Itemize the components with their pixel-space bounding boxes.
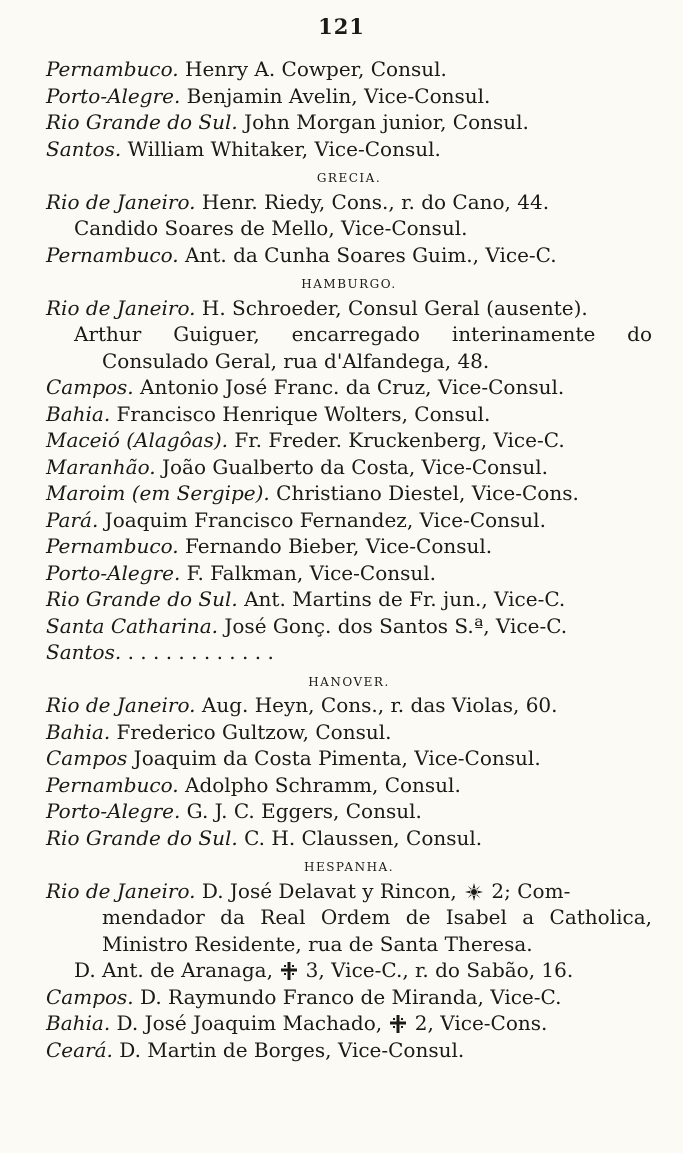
place-name: Rio Grande do Sul. [46,587,238,611]
entry-line [46,719,652,746]
entry-line [46,772,652,799]
entry-line [46,586,652,613]
entry-text: C. H. Claussen, Consul. [237,825,483,850]
entry-line [46,321,652,348]
place-name: Rio Grande do Sul. [46,825,238,850]
place-name: Santos. [46,136,122,161]
place-name: Santos. [46,640,122,664]
section-heading-hamburgo: HAMBURGO. [301,277,397,291]
place-name: Pernambuco. [46,57,179,81]
section-heading-grecia: GRECIA. [316,171,382,185]
entry-line [46,427,652,454]
entry-line [46,692,652,719]
entry-text: Aug. Heyn, Cons., r. das Violas, 60. [195,693,558,717]
place-name: Ceará. [46,1037,113,1062]
entry-line [46,745,652,772]
entry-line [46,56,652,83]
place-name: Porto-Alegre. [46,560,181,585]
entry-text: Ant. Martins de Fr. jun., Vice-C. [237,587,566,611]
place-name: Pernambuco. [46,772,179,797]
entry-text: . . . . . . . . . . . . [121,640,274,664]
entry-line [46,136,652,163]
place-name: Porto-Alegre. [46,799,181,823]
entry-text: mendador da Real Ordem de Isabel a Catholica, [102,905,652,929]
entry-line [46,639,652,666]
entry-text: Joaquim da Costa Pimenta, Vice-Consul. [127,746,541,770]
entry-text: H. Schroeder, Consul Geral (ausente). [195,295,588,320]
entry-line [46,348,652,375]
consul-list [46,56,652,1063]
order-cross-icon [281,962,297,980]
entry-line [46,109,652,136]
entry-text: Frederico Gultzow, Consul. [110,719,392,744]
entry-text: Candido Soares de Mello, Vice-Consul. [74,216,468,240]
section-heading-hespanha: HESPANHA. [303,860,395,874]
entry-text: Christiano Diestel, Vice-Cons. [269,481,579,505]
place-name: Maroim (em Sergipe). [46,481,270,505]
place-name: Bahia. [46,719,111,744]
entry-line [46,798,652,825]
entry-text: F. Falkman, Vice-Consul. [180,560,437,585]
place-name: Rio de Janeiro. [46,189,196,214]
entry-text: D. Ant. de Aranaga, [74,958,280,982]
entry-line [46,83,652,110]
entry-line [46,1037,652,1064]
entry-text: John Morgan junior, Consul. [237,110,529,134]
place-name: Campos. [46,375,134,399]
entry-text: D. Martin de Borges, Vice-Consul. [112,1037,465,1062]
entry-line [46,242,652,269]
entry-text: D. José Joaquim Machado, [110,1011,389,1035]
entry-line [46,295,652,322]
entry-text: 3, Vice-C., r. do Sabão, 16. [299,958,574,982]
entry-text: Ant. da Cunha Soares Guim., Vice-C. [178,242,557,267]
entry-line [46,613,652,640]
place-name: Rio Grande do Sul. [46,110,238,134]
place-name: Maceió (Alagôas). [46,428,228,452]
entry-text: 2, Vice-Cons. [408,1011,548,1035]
entry-text: João Gualberto da Costa, Vice-Consul. [155,454,548,479]
entry-text: Adolpho Schramm, Consul. [178,772,461,797]
place-name: Santa Catharina. [46,613,219,638]
entry-text: D. José Delavat y Rincon, [195,878,464,903]
entry-line [46,560,652,587]
entry-text: William Whitaker, Vice-Consul. [121,136,441,161]
entry-line [46,825,652,852]
entry-line [46,507,652,534]
entry-line [46,401,652,428]
entry-line [46,957,652,984]
place-name: Campos. [46,984,134,1009]
place-name: Pernambuco. [46,242,179,267]
entry-text: Fernando Bieber, Vice-Consul. [178,534,493,558]
place-name: Rio de Janeiro. [46,693,196,717]
place-name: Pará. [46,507,99,532]
entry-text: José Gonç. dos Santos S.ª, Vice-C. [218,613,568,638]
place-name: Bahia. [46,1011,111,1035]
order-cross-icon [390,1015,406,1033]
place-name: Porto-Alegre. [46,83,181,108]
entry-text: Benjamin Avelin, Vice-Consul. [180,83,491,108]
entry-line [46,1010,652,1037]
entry-text: Consulado Geral, rua d'Alfandega, 48. [102,348,490,373]
entry-line [46,454,652,481]
entry-text: 2; Com- [485,878,571,903]
entry-text: G. J. C. Eggers, Consul. [180,799,422,823]
entry-text: Antonio José Franc. da Cruz, Vice-Consul. [133,375,565,399]
entry-text: Ministro Residente, rua de Santa Theresa. [102,931,533,956]
place-name: Rio de Janeiro. [46,878,196,903]
entry-text: Joaquim Francisco Fernandez, Vice-Consul. [98,507,546,532]
entry-text: Henry A. Cowper, Consul. [178,57,447,81]
entry-line [46,374,652,401]
order-star-icon [465,883,483,901]
entry-line [46,984,652,1011]
entry-line [46,878,652,905]
place-name: Campos [46,746,128,770]
place-name: Rio de Janeiro. [46,295,196,320]
place-name: Maranhão. [46,454,156,479]
entry-line [46,189,652,216]
entry-text: Henr. Riedy, Cons., r. do Cano, 44. [195,189,550,214]
entry-line [46,480,652,507]
entry-text: D. Raymundo Franco de Miranda, Vice-C. [133,984,562,1009]
entry-text: Arthur Guiguer, encarregado interinamente do [74,322,652,346]
place-name: Pernambuco. [46,534,179,558]
place-name: Bahia. [46,401,111,426]
page-number: 121 [318,14,365,39]
entry-line [46,533,652,560]
entry-text: Francisco Henrique Wolters, Consul. [110,401,491,426]
entry-line [46,904,652,931]
section-heading-hanover: HANOVER. [308,674,390,689]
entry-line [46,215,652,242]
entry-line [46,931,652,958]
entry-text: Fr. Freder. Kruckenberg, Vice-C. [228,428,565,452]
